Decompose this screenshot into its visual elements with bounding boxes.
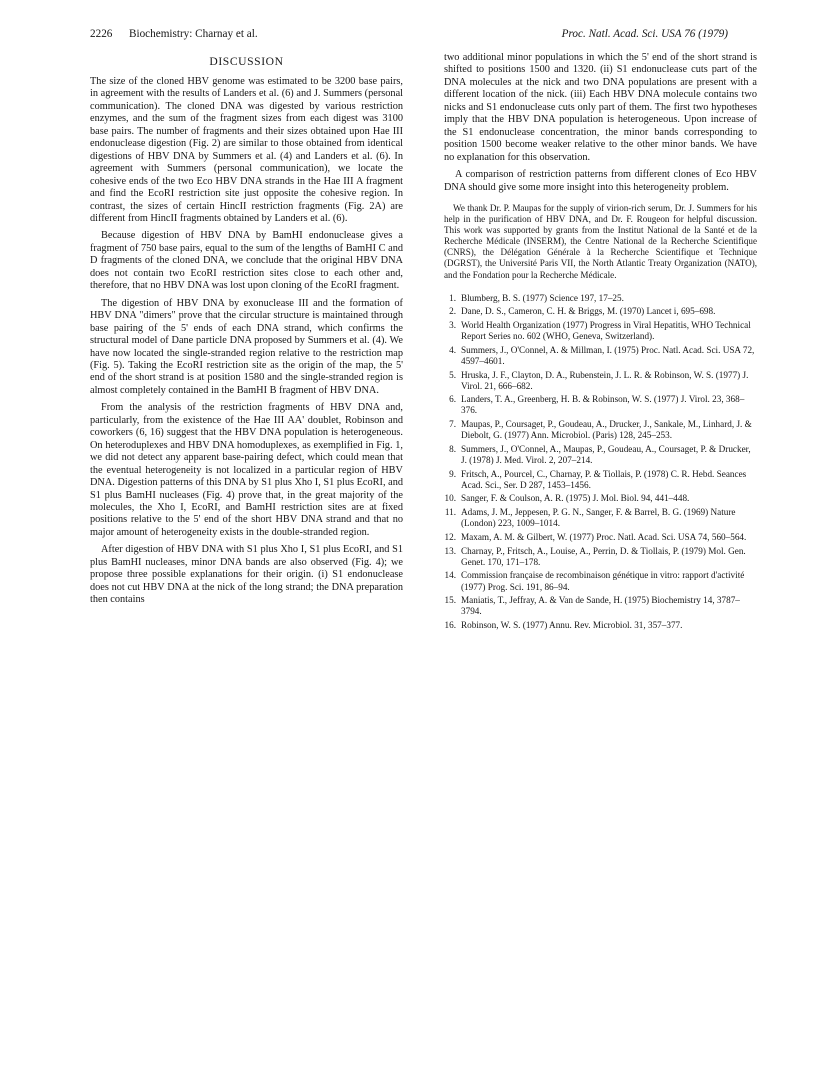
paragraph: The size of the cloned HBV genome was estimated to be 3200 base pairs, in agreement with the results of Landers et al. (6) and J. Summers (personal communication). The cloned DNA was digested by various restriction enzymes, and the sum of the fragment sizes from each digest was 3100 base pairs. The number of fragments and their sizes obtained upon Hae III endonuclease digestion (Fig. 2) are similar to those obtained from identical digestions of HBV DNA by Summers et al. (4) and Landers et al. (6). In agreement with Summers (personal communication), we locate the cohesive ends of the two Eco HBV DNA strands in the Hae III A fragment and find the EcoRI restriction site just opposite the cohesive region. In contrast, the sizes of certain HincII restriction fragments (Fig. 2A) are different from HincII fragments obtained by Landers et al. (6). xyxy=(90,76,403,224)
reference-text: Maxam, A. M. & Gilbert, W. (1977) Proc. Natl. Acad. Sci. USA 74, 560–564. xyxy=(461,531,747,542)
reference-text: Maniatis, T., Jeffray, A. & Van de Sande, H. (1975) Biochemistry 14, 3787–3794. xyxy=(461,595,740,617)
reference-list xyxy=(444,293,757,631)
reference-number: 5. xyxy=(449,369,456,380)
reference-text: Blumberg, B. S. (1977) Science 197, 17–25. xyxy=(461,292,624,303)
reference-item xyxy=(444,595,757,617)
paragraph: From the analysis of the restriction fragments of HBV DNA and, particularly, from the existence of the Hae III AA' doublet, Robinson and coworkers (6, 16) suggest that the HBV DNA population is heterogeneous. On heteroduplexes and HBV DNA homoduplexes, as exemplified in Fig. 1, we did not detect any apparent base-pairing defect, which could mean that the eventual heterogeneity is not localized in a particular region of HBV DNA. Digestion patterns of this DNA by S1 plus Xho I, S1 plus EcoRI, and S1 plus BamHI nucleases (Fig. 4) prove that, in the great majority of the molecules, the Xho I, EcoRI, and BamHI restriction sites are at fixed positions relative to the 5' end of the short HBV DNA strand and that no major amount of heterogeneity exists in the double-stranded region. xyxy=(90,402,403,538)
left-column xyxy=(90,52,403,612)
reference-number: 12. xyxy=(444,531,456,542)
reference-text: Robinson, W. S. (1977) Annu. Rev. Microbiol. 31, 357–377. xyxy=(461,619,683,630)
reference-number: 8. xyxy=(449,443,456,454)
reference-item xyxy=(444,345,757,367)
reference-text: Maupas, P., Coursaget, P., Goudeau, A., Drucker, J., Sankale, M., Linhard, J. & Diebolt, G. (1977) Ann. Microbiol. (Paris) 128, 245–253. xyxy=(461,419,752,441)
journal-citation: Proc. Natl. Acad. Sci. USA 76 (1979) xyxy=(561,28,728,40)
reference-number: 3. xyxy=(449,320,456,331)
reference-text: Fritsch, A., Pourcel, C., Charnay, P. & Tiollais, P. (1978) C. R. Hebd. Seances Acad. Sci., Ser. D 287, 1453–1456. xyxy=(461,468,747,490)
reference-item xyxy=(444,419,757,441)
reference-item xyxy=(444,444,757,466)
reference-text: World Health Organization (1977) Progress in Viral Hepatitis, WHO Technical Report Series no. 602 (WHO, Geneva, Switzerland). xyxy=(461,320,751,342)
right-column xyxy=(444,52,757,634)
reference-item xyxy=(444,469,757,491)
reference-item xyxy=(444,507,757,529)
paragraph: two additional minor populations in which the 5' end of the short strand is shifted to positions 1500 and 1320. (ii) S1 endonuclease cuts part of the DNA molecules at the nick and two DNA populations are present with a different location of the nick. (iii) Each HBV DNA molecule contains two nicks and S1 endonuclease cuts only part of them. The first two hypotheses imply that the HBV DNA population is heterogeneous. Upon increase of the S1 endonuclease concentration, the minor bands corresponding to position 1500 become weaker relative to the other minor bands. We have no explanation for this observation. xyxy=(444,52,757,163)
reference-item xyxy=(444,394,757,416)
reference-item xyxy=(444,620,757,631)
page-number: 2226 xyxy=(90,28,113,40)
paragraph: The digestion of HBV DNA by exonuclease III and the formation of HBV DNA "dimers" prove that the circular structure is maintained through base pairing of the 5' ends of each DNA strand, which confirms the structural model of Dane particle DNA proposed by Summers et al. (4). We have now located the single-stranded region relative to the restriction map (Fig. 5). Taking the EcoRI restriction site as the origin of the map, the 5' end of the short strand is at position 1580 and the single-stranded region is almost completely contained in the BamHI B fragment of HBV DNA. xyxy=(90,297,403,396)
reference-item xyxy=(444,570,757,592)
reference-text: Adams, J. M., Jeppesen, P. G. N., Sanger, F. & Barrel, B. G. (1969) Nature (London) 223, 1009–1014. xyxy=(461,507,736,529)
reference-number: 6. xyxy=(449,394,456,405)
reference-text: Summers, J., O'Connel, A. & Millman, I. (1975) Proc. Natl. Acad. Sci. USA 72, 4597–4601. xyxy=(461,344,755,366)
reference-item xyxy=(444,546,757,568)
reference-number: 7. xyxy=(449,419,456,430)
reference-item xyxy=(444,370,757,392)
reference-number: 11. xyxy=(444,507,456,518)
reference-text: Summers, J., O'Connel, A., Maupas, P., Goudeau, A., Coursaget, P. & Drucker, J. (1978) J. Med. Virol. 2, 207–214. xyxy=(461,443,751,466)
reference-number: 4. xyxy=(449,344,456,355)
running-title: Biochemistry: Charnay et al. xyxy=(129,28,258,40)
reference-text: Charnay, P., Fritsch, A., Louise, A., Perrin, D. & Tiollais, P. (1979) Mol. Gen. Genet. 170, 171–178. xyxy=(461,545,746,567)
reference-number: 2. xyxy=(449,306,456,317)
reference-item xyxy=(444,532,757,543)
reference-item xyxy=(444,306,757,317)
reference-number: 10. xyxy=(444,493,456,504)
reference-number: 9. xyxy=(449,468,456,479)
acknowledgment: We thank Dr. P. Maupas for the supply of virion-rich serum, Dr. J. Summers for his help in the purification of HBV DNA, and Dr. F. Rougeon for helpful discussion. This work was supported by grants from the Institut National de la Santé et de la Recherche Médicale (INSERM), the Centre National de la Recherche Scientifique (CNRS), the Délégation Générale à la Recherche Scientifique et Technique (DGRST), the Université Paris VII, the North Atlantic Treaty Organization (NATO), and the Fondation pour la Recherche Médicale. xyxy=(444,202,757,280)
paragraph: After digestion of HBV DNA with S1 plus Xho I, S1 plus EcoRI, and S1 plus BamHI nucleases, minor DNA bands are also observed (Fig. 4); we propose three possible explanations for their origin. (i) S1 endonuclease does not cut HBV DNA at the nick of the long strand; the DNA preparation then contains xyxy=(90,544,403,606)
section-title: DISCUSSION xyxy=(209,55,284,68)
reference-number: 16. xyxy=(444,619,456,630)
reference-item xyxy=(444,320,757,342)
page-header xyxy=(90,27,728,41)
reference-number: 13. xyxy=(444,545,456,556)
reference-item xyxy=(444,293,757,304)
paragraph: Because digestion of HBV DNA by BamHI endonuclease gives a fragment of 750 base pairs, equal to the sum of the lengths of BamHI C and D fragments of the cloned DNA, we conclude that the original HBV DNA does not contain two EcoRI restriction sites close to each other and, therefore, that no HBV DNA was lost upon cloning of the EcoRI fragment. xyxy=(90,230,403,292)
reference-text: Dane, D. S., Cameron, C. H. & Briggs, M. (1970) Lancet i, 695–698. xyxy=(461,306,716,317)
reference-number: 1. xyxy=(449,292,456,303)
paragraph: A comparison of restriction patterns from different clones of Eco HBV DNA should give some more insight into this heterogeneity problem. xyxy=(444,169,757,193)
reference-text: Commission française de recombinaison génétique in vitro: rapport d'activité (1977) Prog. Sci. 191, 86–94. xyxy=(461,570,745,592)
reference-text: Sanger, F. & Coulson, A. R. (1975) J. Mol. Biol. 94, 441–448. xyxy=(461,493,690,504)
reference-number: 14. xyxy=(444,570,456,581)
reference-text: Hruska, J. F., Clayton, D. A., Rubenstein, J. L. R. & Robinson, W. S. (1977) J. Virol. 21, 666–682. xyxy=(461,369,749,391)
reference-text: Landers, T. A., Greenberg, H. B. & Robinson, W. S. (1977) J. Virol. 23, 368–376. xyxy=(461,394,745,416)
reference-number: 15. xyxy=(444,595,456,606)
reference-item xyxy=(444,493,757,504)
